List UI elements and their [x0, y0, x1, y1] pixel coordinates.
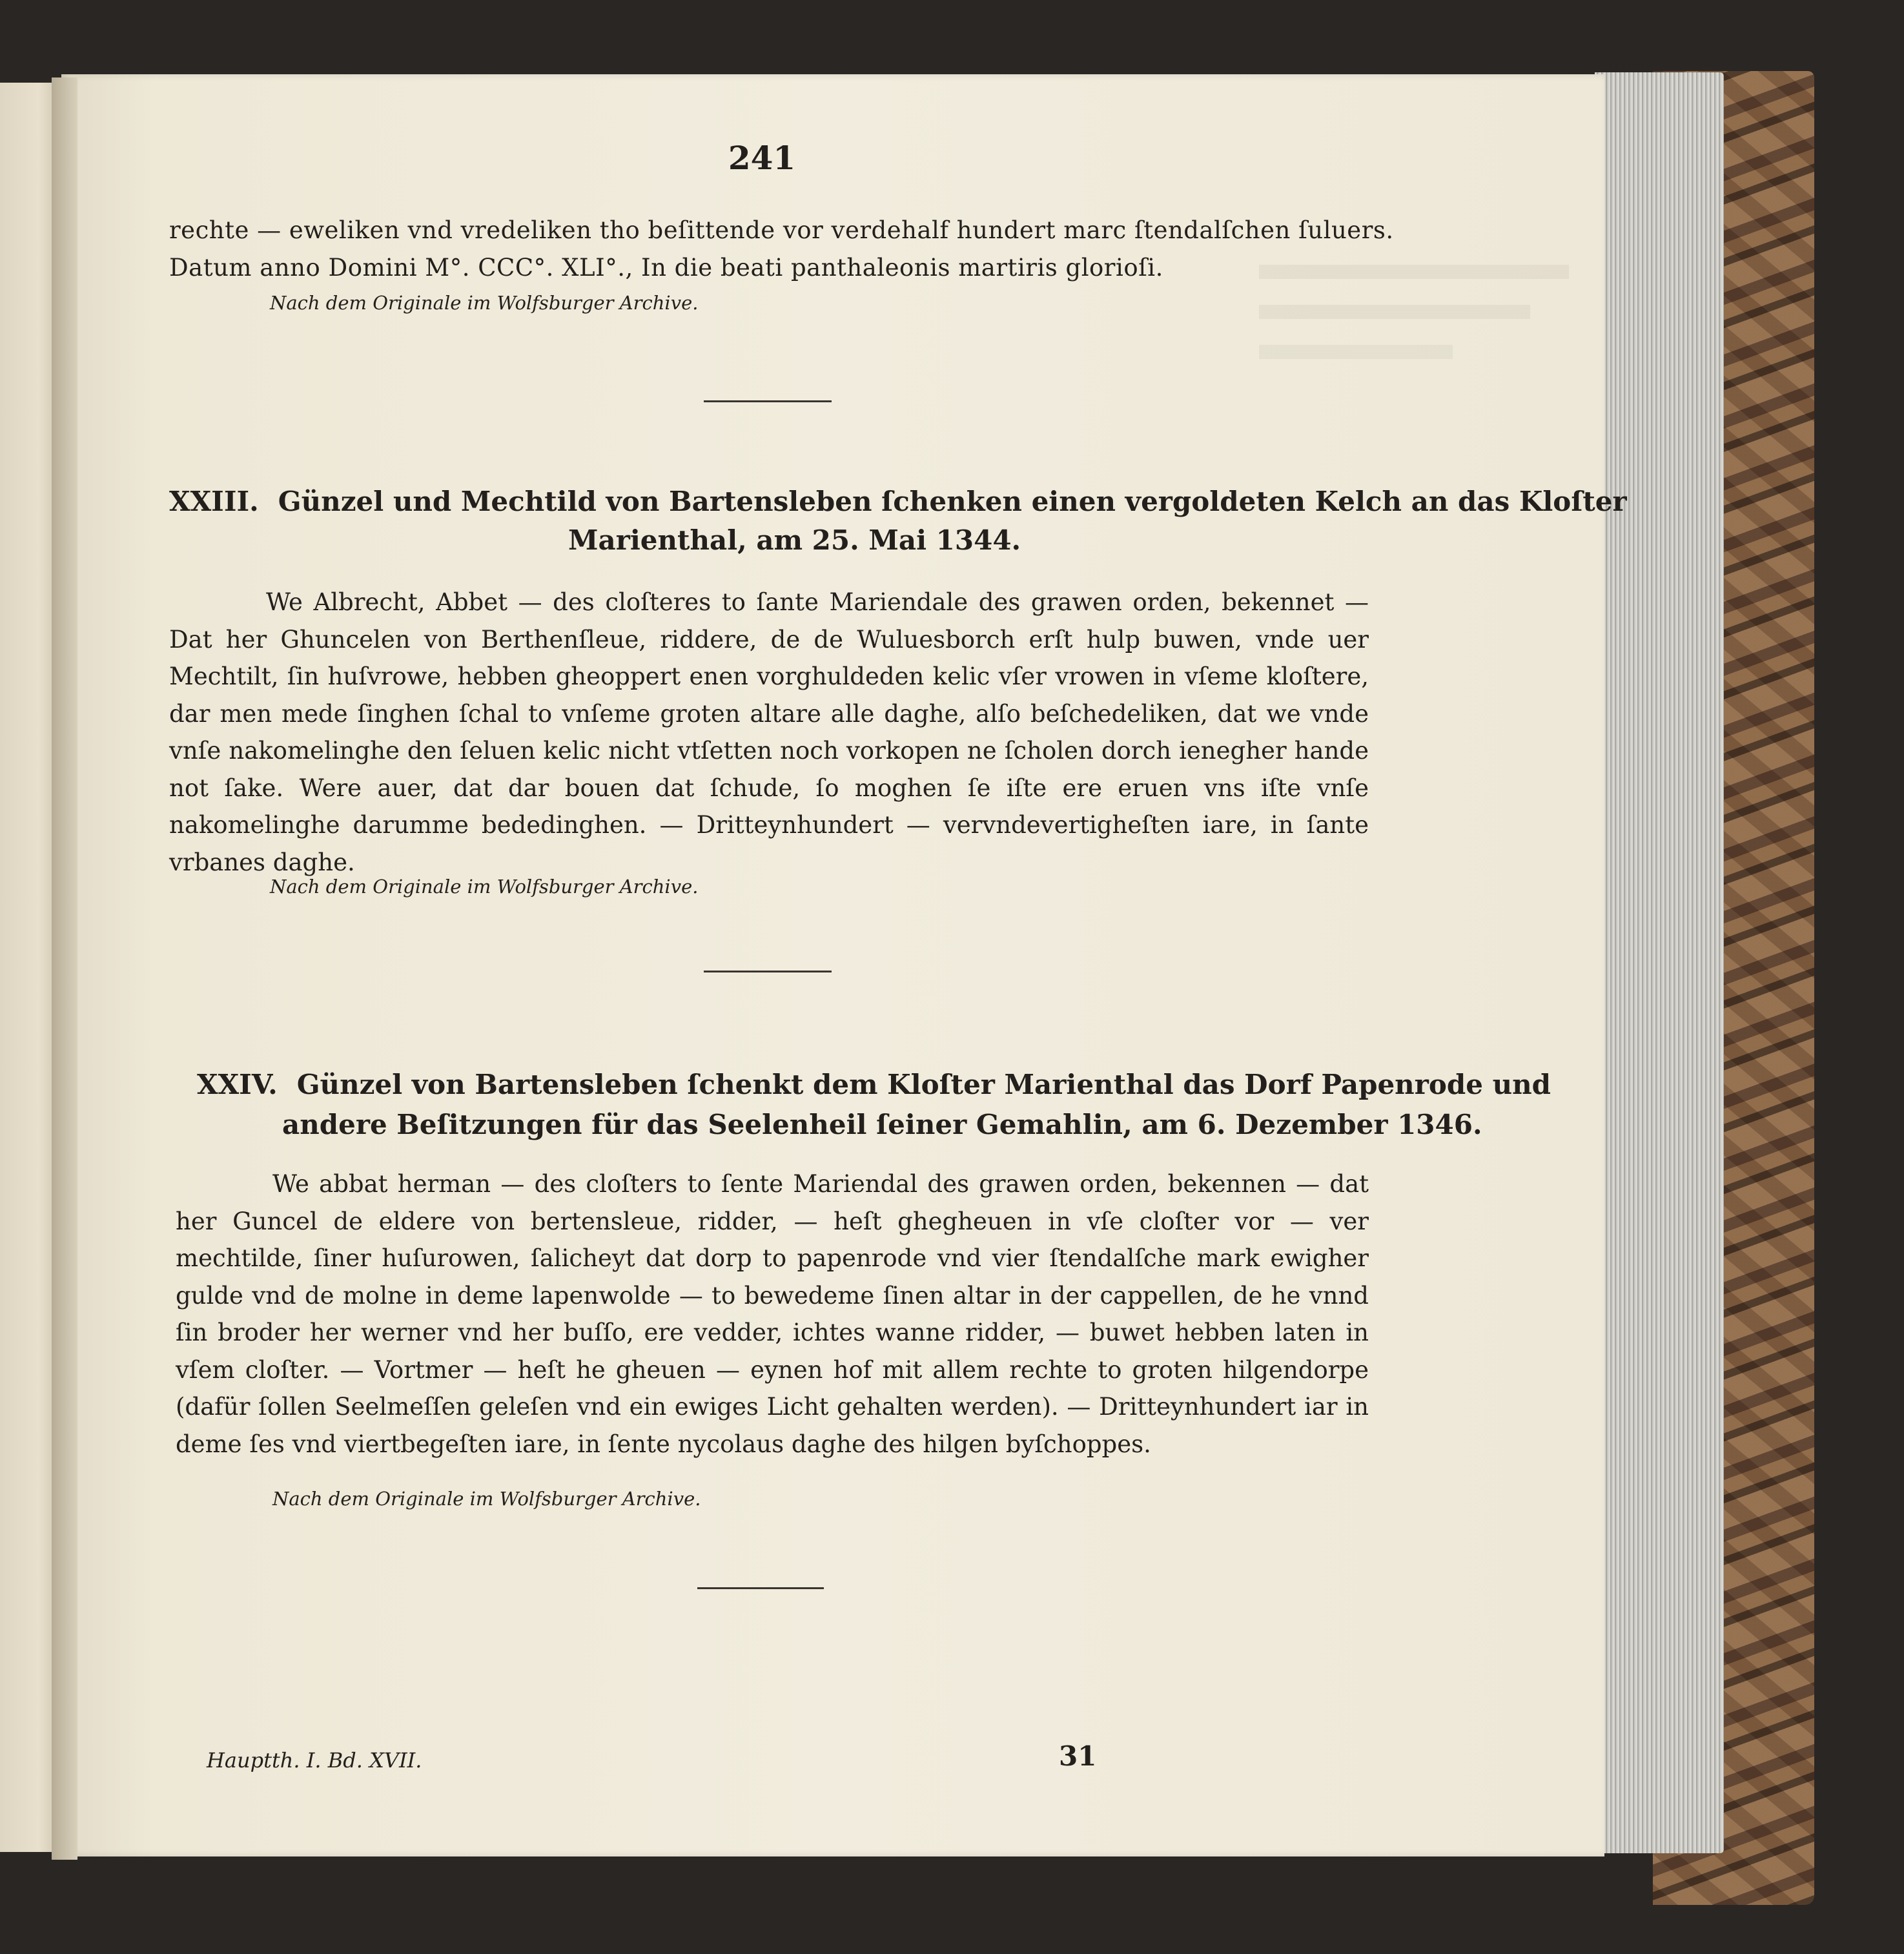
signature-mark: 31	[1059, 1740, 1097, 1772]
document-number: XXIII.	[169, 486, 259, 517]
section-divider	[697, 1587, 824, 1589]
document-text: We Albrecht, Abbet — des cloſteres to ſante Mariendale des grawen orden, bekennet — Dat her Ghuncelen von Berthenſleue, riddere, de de Wuluesborch erſt hulp buwen, vnde uer Mechtilt, ſin huſvrowe, hebben gheoppert enen vorghuldeden kelic vſer vrowen in vſeme kloſtere, dar men mede ſinghen ſchal to vnſeme groten altare alle daghe, alſo beſchedeliken, dat we vnde vnſe nakomelinghe den ſeluen kelic nicht vtſetten noch vorkopen ne ſcholen dorch ienegher hande not ſake. Were auer, dat dar bouen dat ſchude, ſo moghen ſe iſte ere eruen vns iſte vnſe nakomelinghe darumme bededinghen. — Dritteynhundert — vervndevertigheſten iare, in ſante vrbanes daghe.	[169, 588, 1369, 876]
document-title: Günzel von Bartensleben ſchenkt dem Kloſter Marienthal das Dorf Papenrode und	[296, 1069, 1551, 1100]
document-title-line2: Marienthal, am 25. Mai 1344.	[568, 524, 1021, 556]
book-gutter	[52, 77, 77, 1860]
footer-volume-mark: Hauptth. I. Bd. XVII.	[207, 1748, 422, 1773]
continuation-line: rechte — eweliken vnd vredeliken tho beſittende vor verdehalf hundert marc ſtendalſchen ſuluers.	[169, 216, 1394, 244]
bleed-through	[1259, 265, 1569, 359]
document-title: Günzel und Mechtild von Bartensleben ſchenken einen vergoldeten Kelch an das Kloſter	[278, 486, 1627, 517]
source-note: Nach dem Originale im Wolfsburger Archive.	[270, 876, 699, 898]
continuation-line: Datum anno Domini M°. CCC°. XLI°., In die beati panthaleonis martiris glorioſi.	[169, 254, 1163, 282]
document-heading	[197, 1069, 1551, 1100]
document-text: We abbat herman — des cloſters to ſente Mariendal des grawen orden, bekennen — dat her Guncel de eldere von bertensleue, ridder, — heſt ghegheuen in vſe cloſter vor — ver mechtilde, ſiner huſurowen, ſalicheyt dat dorp to papenrode vnd vier ſtendalſche mark ewigher gulde vnd de molne in deme lapenwolde — to bewedeme ſinen altar in der cappellen, de he vnnd ſin broder her werner vnd her buſſo, ere vedder, ichtes wanne ridder, — buwet hebben laten in vſem cloſter. — Vortmer — heſt he gheuen — eynen hof mit allem rechte to groten hilgendorpe (dafür ſollen Seelmeſſen geleſen vnd ein ewiges Licht gehalten werden). — Dritteynhundert iar in deme ſes vnd viertbegeſten iare, in ſente nycolaus daghe des hilgen byſchoppes.	[176, 1170, 1369, 1458]
page-stack-edge	[1595, 72, 1724, 1853]
document-title-line2: andere Beſitzungen für das Seelenheil ſeiner Gemahlin, am 6. Dezember 1346.	[282, 1109, 1482, 1140]
source-note: Nach dem Originale im Wolfsburger Archive.	[270, 292, 699, 314]
section-divider	[704, 971, 832, 972]
source-note: Nach dem Originale im Wolfsburger Archive.	[272, 1488, 701, 1510]
section-divider	[704, 400, 832, 402]
document-number: XXIV.	[197, 1069, 278, 1100]
page-number: 241	[728, 139, 796, 177]
document-heading	[169, 486, 1627, 517]
